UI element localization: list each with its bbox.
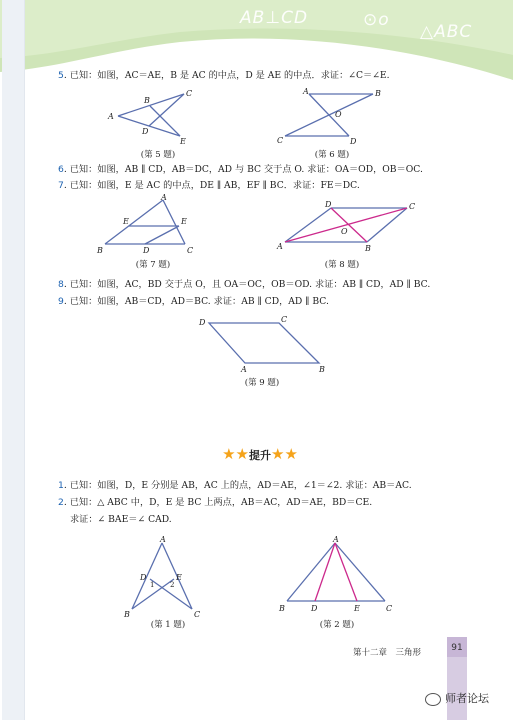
problem-number: 2 (58, 497, 64, 508)
figure-6 (275, 86, 385, 146)
problem-number: 7 (58, 180, 64, 191)
extension-problem-2-goal: 求证：∠ BAE＝∠ CAD. (70, 514, 172, 525)
svg-text:E: E (354, 604, 360, 613)
svg-text:B: B (124, 610, 130, 617)
extension-figure-1 (120, 535, 210, 617)
extension-problem-2 (58, 497, 372, 509)
svg-text:2: 2 (170, 581, 175, 589)
extension-problem-1 (58, 480, 412, 492)
figure-8 (275, 198, 425, 256)
svg-text:C: C (186, 89, 193, 98)
svg-text:A: A (161, 194, 167, 202)
problem-7 (58, 180, 360, 192)
header-deco-text: △ABC (420, 22, 473, 42)
svg-text:A: A (333, 535, 339, 544)
svg-text:B: B (279, 604, 285, 613)
svg-text:C: C (281, 315, 288, 324)
chat-bubble-icon (425, 693, 441, 706)
svg-text:A: A (303, 87, 309, 96)
svg-text:1: 1 (150, 581, 155, 589)
figure-caption: (第 2 题) (319, 620, 355, 630)
problem-text: . 已知：如图，E 是 AC 的中点，DE ∥ AB，EF ∥ BC．求证：FE＝DC. (63, 180, 360, 191)
figure-5 (100, 86, 210, 146)
problem-text: . 已知：△ ABC 中，D，E 是 BC 上两点，AB＝AC，AD＝AE，BD＝CE. (63, 497, 373, 508)
svg-text:E: E (123, 217, 129, 226)
svg-text:D: D (325, 200, 332, 209)
svg-text:D: D (350, 137, 357, 146)
problem-text: . 已知：如图，AB＝CD，AD＝BC. 求证：AB ∥ CD，AD ∥ BC. (63, 296, 329, 307)
svg-text:A: A (241, 365, 247, 373)
problem-8 (58, 279, 430, 291)
svg-text:A: A (108, 112, 114, 121)
star-icon: ★★ (271, 445, 298, 463)
chapter-footer: 第十二章 三角形 (353, 648, 422, 658)
svg-text:E: E (180, 137, 186, 146)
figure-caption: (第 7 题) (135, 260, 171, 270)
page-number: 91 (447, 637, 467, 665)
svg-text:B: B (144, 96, 150, 105)
extension-figure-2 (277, 535, 402, 617)
watermark (425, 690, 505, 710)
svg-text:C: C (277, 136, 284, 145)
header-deco-text: ⊙o (363, 10, 390, 30)
svg-text:E: E (176, 573, 182, 582)
problem-number: 8 (58, 279, 64, 290)
figure-caption: (第 1 题) (150, 620, 186, 630)
svg-text:O: O (341, 227, 348, 236)
svg-text:B: B (97, 246, 103, 255)
problem-number: 5 (58, 70, 64, 81)
star-icon: ★★ (222, 445, 249, 463)
problem-text: . 已知：如图，AB ∥ CD，AB＝DC，AD 与 BC 交于点 O. 求证：OA＝OD，OB＝OC. (63, 164, 423, 175)
figure-9 (195, 313, 335, 373)
problem-text: . 已知：如图，AC＝AE，B 是 AC 的中点，D 是 AE 的中点．求证：∠C＝∠E. (63, 70, 390, 81)
figure-caption: (第 6 题) (314, 150, 350, 160)
svg-text:A: A (160, 535, 166, 544)
svg-text:B: B (319, 365, 325, 373)
watermark-text: 师者论坛 (445, 692, 489, 705)
svg-text:C: C (386, 604, 393, 613)
svg-text:D: D (311, 604, 318, 613)
section-title: 提升 (249, 449, 271, 462)
svg-text:B: B (365, 244, 371, 253)
svg-text:O: O (335, 110, 342, 119)
problem-number: 1 (58, 480, 64, 491)
problem-5 (58, 70, 390, 82)
svg-text:E: E (181, 217, 187, 226)
header-deco-text: AB⊥CD (240, 8, 309, 28)
page-spine (2, 0, 25, 720)
svg-text:D: D (142, 127, 149, 136)
svg-text:A: A (277, 242, 283, 251)
problem-text: . 已知：如图，D，E 分别是 AB，AC 上的点，AD＝AE，∠1＝∠2. 求证：AB＝AC. (63, 480, 412, 491)
figure-caption: (第 8 题) (324, 260, 360, 270)
problem-9 (58, 296, 329, 308)
svg-text:D: D (143, 246, 150, 255)
problem-number: 6 (58, 164, 64, 175)
svg-text:C: C (194, 610, 201, 617)
figure-caption: (第 5 题) (140, 150, 176, 160)
problem-6 (58, 164, 423, 176)
section-heading (205, 444, 315, 463)
page-tab-bar (447, 657, 467, 720)
svg-text:D: D (140, 573, 147, 582)
figure-caption: (第 9 题) (244, 378, 280, 388)
problem-number: 9 (58, 296, 64, 307)
svg-text:D: D (199, 318, 206, 327)
svg-text:C: C (187, 246, 194, 255)
figure-7 (95, 194, 205, 256)
svg-text:B: B (375, 89, 381, 98)
problem-text: . 已知：如图，AC，BD 交于点 O，且 OA＝OC，OB＝OD. 求证：AB ∥ CD，AD ∥ BC. (63, 279, 431, 290)
svg-text:C: C (409, 202, 416, 211)
